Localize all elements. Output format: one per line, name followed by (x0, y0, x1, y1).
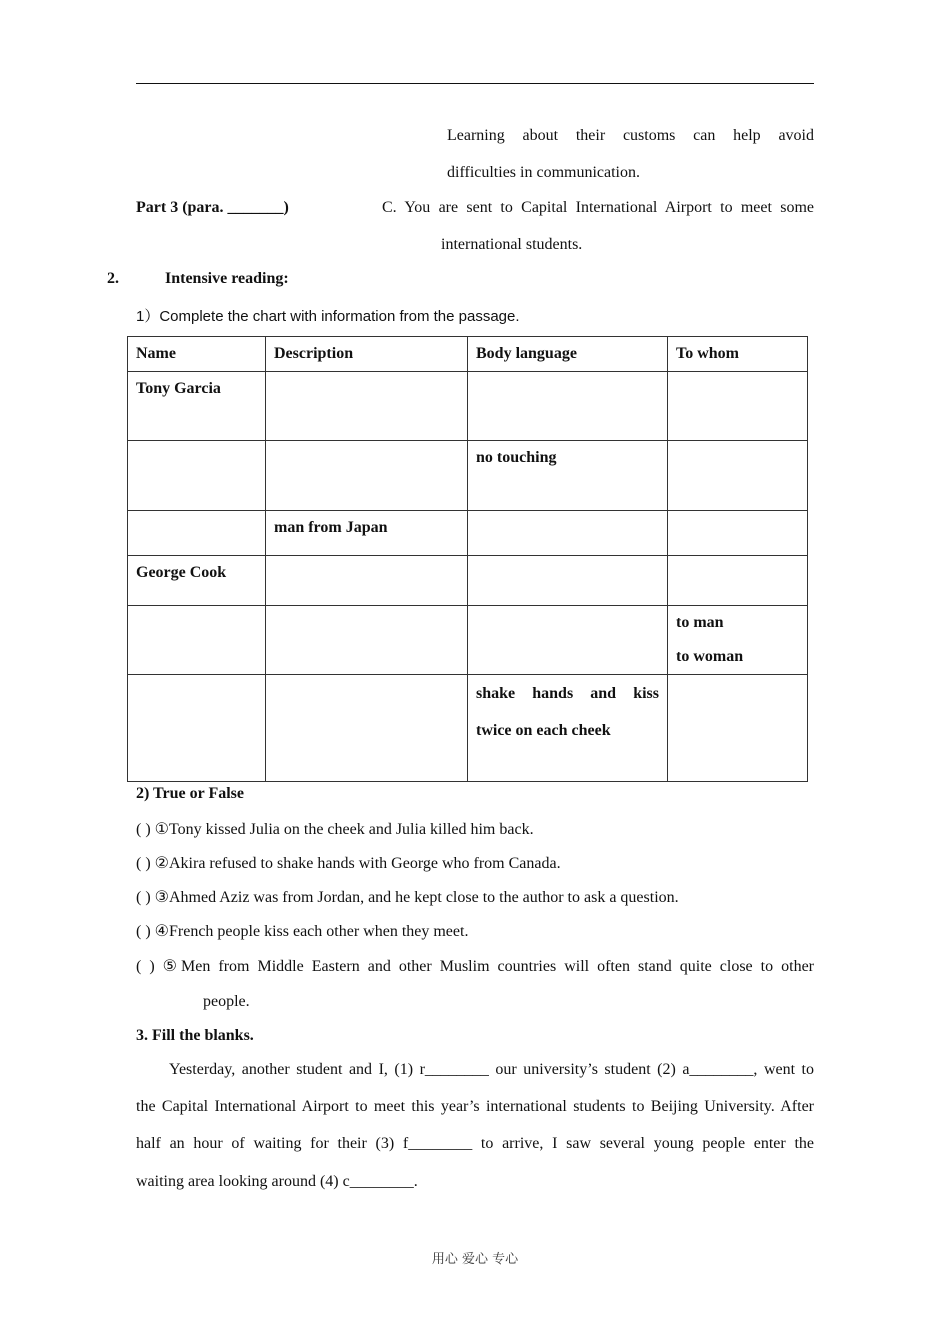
cell-description[interactable] (266, 372, 468, 441)
cell-name[interactable]: Tony Garcia (128, 372, 266, 441)
table-row (128, 441, 808, 511)
part3-option-line2: international students. (441, 236, 583, 253)
cell-to-whom[interactable] (668, 675, 808, 782)
tf-title: 2) True or False (136, 785, 244, 802)
header-description: Description (266, 337, 468, 372)
tf-item-3: ( ) ③Ahmed Aziz was from Jordan, and he kept close to the author to ask a question. (136, 889, 679, 906)
tf-item-2: ( ) ②Akira refused to shake hands with George who from Canada. (136, 855, 561, 872)
cell-to-whom[interactable] (668, 556, 808, 606)
cell-name[interactable] (128, 606, 266, 675)
table-row (128, 511, 808, 556)
table-row (128, 556, 808, 606)
fill-line-1: Yesterday, another student and I, (1) r________ our university’s student (2) a________, went to (169, 1061, 814, 1078)
fill-line-4: waiting area looking around (4) c________. (136, 1173, 418, 1190)
tf-item-1: ( ) ①Tony kissed Julia on the cheek and Julia killed him back. (136, 821, 534, 838)
cell-description[interactable]: man from Japan (266, 511, 468, 556)
cell-body-language[interactable] (468, 372, 668, 441)
kiss-line1: shake hands and kiss (476, 685, 659, 702)
header-rule (136, 83, 814, 84)
cell-description[interactable] (266, 675, 468, 782)
cell-name[interactable] (128, 441, 266, 511)
tf-item-5-line1: ( ) ⑤Men from Middle Eastern and other Muslim countries will often stand quite close to other (136, 958, 814, 975)
kiss-line2: twice on each cheek (476, 722, 611, 739)
cell-body-language[interactable] (468, 556, 668, 606)
chart-instruction: 1）Complete the chart with information from the passage. (136, 308, 520, 325)
cell-body-language[interactable] (468, 675, 668, 782)
cell-body-language[interactable]: no touching (468, 441, 668, 511)
header-to-whom: To whom (668, 337, 808, 372)
cell-description[interactable] (266, 441, 468, 511)
section2-number: 2. (107, 270, 119, 287)
part3-option-line1: C. You are sent to Capital International Airport to meet some (382, 199, 814, 216)
fill-line-2: the Capital International Airport to meet this year’s international students to Beijing University. After (136, 1098, 814, 1115)
header-name: Name (128, 337, 266, 372)
cell-name[interactable] (128, 675, 266, 782)
table-row (128, 606, 808, 675)
to-man-text: to man (676, 614, 724, 631)
chart-header-row (128, 337, 808, 372)
option-b-line2: difficulties in communication. (447, 164, 640, 181)
to-woman-text: to woman (676, 648, 744, 665)
cell-name[interactable] (128, 511, 266, 556)
cell-description[interactable] (266, 556, 468, 606)
header-body-language: Body language (468, 337, 668, 372)
section2-title: Intensive reading: (165, 270, 289, 287)
tf-item-4: ( ) ④French people kiss each other when they meet. (136, 923, 469, 940)
fill-line-3: half an hour of waiting for their (3) f________ to arrive, I saw several young people enter the (136, 1135, 814, 1152)
cell-description[interactable] (266, 606, 468, 675)
cell-to-whom[interactable] (668, 372, 808, 441)
option-b-line1: Learning about their customs can help avoid (447, 127, 814, 144)
tf-item-5-line2: people. (203, 993, 250, 1010)
page-footer: 用心 爱心 专心 (431, 1252, 519, 1267)
part3-label: Part 3 (para. _______) (136, 199, 289, 216)
table-row (128, 372, 808, 441)
table-row (128, 675, 808, 782)
cell-to-whom[interactable] (668, 606, 808, 675)
fill-title: 3. Fill the blanks. (136, 1027, 254, 1044)
info-chart (127, 336, 808, 782)
cell-body-language[interactable] (468, 511, 668, 556)
cell-to-whom[interactable] (668, 511, 808, 556)
cell-to-whom[interactable] (668, 441, 808, 511)
cell-body-language[interactable] (468, 606, 668, 675)
cell-name[interactable]: George Cook (128, 556, 266, 606)
